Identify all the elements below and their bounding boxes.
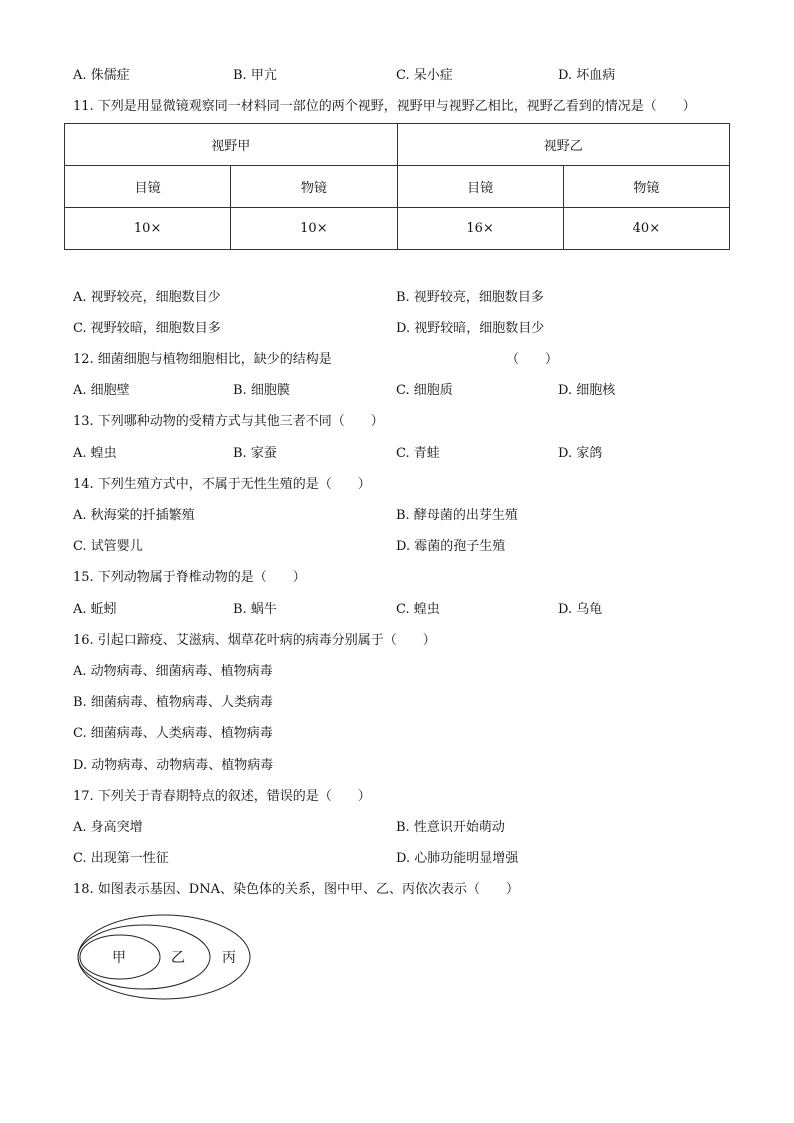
table-header-field-jia: 视野甲 bbox=[65, 124, 398, 166]
q10-option-b: B. 甲亢 bbox=[233, 68, 277, 83]
q14-option-d: D. 霉菌的孢子生殖 bbox=[396, 539, 506, 554]
table-header-field-yi: 视野乙 bbox=[397, 124, 730, 166]
table-subheader-eyepiece: 目镜 bbox=[397, 166, 563, 208]
table-cell: 10× bbox=[231, 208, 397, 250]
table-cell: 40× bbox=[563, 208, 729, 250]
q14-option-b: B. 酵母菌的出芽生殖 bbox=[396, 508, 518, 523]
q16-option-c: C. 细菌病毒、人类病毒、植物病毒 bbox=[73, 726, 273, 741]
q16-option-a: A. 动物病毒、细菌病毒、植物病毒 bbox=[73, 664, 273, 679]
q15-stem: 15. 下列动物属于脊椎动物的是（ ） bbox=[73, 570, 306, 585]
q10-option-c: C. 呆小症 bbox=[396, 68, 453, 83]
middle-ellipse-yi bbox=[78, 925, 210, 989]
q16-stem: 16. 引起口蹄疫、艾滋病、烟草花叶病的病毒分别属于（ ） bbox=[73, 633, 436, 648]
q11-option-c: C. 视野较暗，细胞数目多 bbox=[73, 321, 221, 336]
q12-option-a: A. 细胞壁 bbox=[73, 383, 130, 398]
q13-stem: 13. 下列哪种动物的受精方式与其他三者不同（ ） bbox=[73, 414, 384, 429]
q11-option-a: A. 视野较亮，细胞数目少 bbox=[73, 290, 221, 305]
q12-option-d: D. 细胞核 bbox=[558, 383, 616, 398]
q13-option-d: D. 家鸽 bbox=[558, 446, 603, 461]
q12-option-b: B. 细胞膜 bbox=[233, 383, 290, 398]
q17-option-a: A. 身高突增 bbox=[73, 820, 143, 835]
q14-option-c: C. 试管婴儿 bbox=[73, 539, 143, 554]
q11-option-d: D. 视野较暗，细胞数目少 bbox=[396, 321, 545, 336]
q12-option-c: C. 细胞质 bbox=[396, 383, 453, 398]
q10-option-a: A. 侏儒症 bbox=[73, 68, 130, 83]
q12-answer-paren: （ ） bbox=[506, 352, 559, 367]
q13-option-c: C. 青蛙 bbox=[396, 446, 440, 461]
q16-option-b: B. 细菌病毒、植物病毒、人类病毒 bbox=[73, 695, 273, 710]
table-subheader-objective: 物镜 bbox=[563, 166, 729, 208]
q17-option-c: C. 出现第一性征 bbox=[73, 851, 169, 866]
magnification-table bbox=[64, 123, 730, 250]
label-yi: 乙 bbox=[171, 950, 185, 966]
q15-option-d: D. 乌龟 bbox=[558, 602, 603, 617]
nested-ellipse-diagram bbox=[76, 913, 256, 1003]
q12-stem: 12. 细菌细胞与植物细胞相比，缺少的结构是 bbox=[73, 352, 332, 367]
table-cell: 10× bbox=[65, 208, 231, 250]
q15-option-c: C. 蝗虫 bbox=[396, 602, 440, 617]
q17-option-b: B. 性意识开始萌动 bbox=[396, 820, 505, 835]
table-subheader-eyepiece: 目镜 bbox=[65, 166, 231, 208]
q14-option-a: A. 秋海棠的扦插繁殖 bbox=[73, 508, 195, 523]
table-cell: 16× bbox=[397, 208, 563, 250]
label-bing: 丙 bbox=[222, 950, 236, 966]
q15-option-a: A. 蚯蚓 bbox=[73, 602, 117, 617]
q17-option-d: D. 心肺功能明显增强 bbox=[396, 851, 519, 866]
q13-option-a: A. 蝗虫 bbox=[73, 446, 117, 461]
label-jia: 甲 bbox=[112, 950, 126, 966]
q16-option-d: D. 动物病毒、动物病毒、植物病毒 bbox=[73, 758, 274, 773]
q17-stem: 17. 下列关于青春期特点的叙述，错误的是（ ） bbox=[73, 789, 371, 804]
q15-option-b: B. 蜗牛 bbox=[233, 602, 277, 617]
q18-stem: 18. 如图表示基因、DNA、染色体的关系，图中甲、乙、丙依次表示（ ） bbox=[73, 882, 519, 897]
table-subheader-objective: 物镜 bbox=[231, 166, 397, 208]
q11-option-b: B. 视野较亮，细胞数目多 bbox=[396, 290, 544, 305]
q13-option-b: B. 家蚕 bbox=[233, 446, 277, 461]
q14-stem: 14. 下列生殖方式中，不属于无性生殖的是（ ） bbox=[73, 477, 371, 492]
q10-option-d: D. 坏血病 bbox=[558, 68, 616, 83]
q11-stem: 11. 下列是用显微镜观察同一材料同一部位的两个视野，视野甲与视野乙相比，视野乙看到的情况是（ ） bbox=[73, 99, 696, 114]
